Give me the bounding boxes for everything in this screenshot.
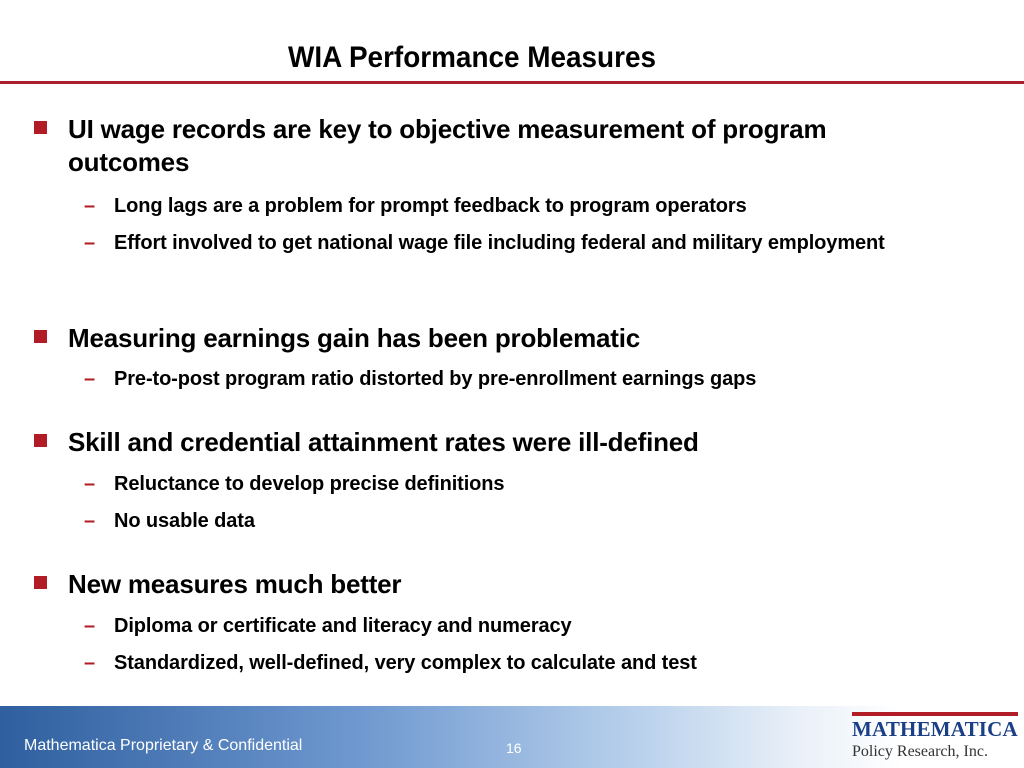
title-divider <box>0 81 1024 84</box>
dash-icon: – <box>84 652 96 674</box>
bullet-4-text: New measures much better <box>68 569 402 599</box>
square-bullet-icon <box>34 121 47 134</box>
bullet-3 <box>68 426 968 459</box>
bullet-2-sub-1-text: Pre-to-post program ratio distorted by pre-enrollment earnings gaps <box>114 368 757 390</box>
square-bullet-icon <box>34 330 47 343</box>
bullet-3-text: Skill and credential attainment rates were ill-defined <box>68 427 699 457</box>
bullet-2-sub-1 <box>84 364 984 394</box>
footer-confidential-text: Mathematica Proprietary & Confidential <box>24 737 303 754</box>
dash-icon: – <box>84 510 96 532</box>
mathematica-logo <box>852 712 1018 762</box>
bullet-3-sub-2 <box>84 506 984 536</box>
bullet-1-sub-2 <box>84 228 984 259</box>
bullet-1-text: UI wage records are key to objective measurement of program outcomes <box>68 114 827 177</box>
bullet-1-sub-1 <box>84 191 984 221</box>
bullet-1-sub-1-text: Long lags are a problem for prompt feedback to program operators <box>114 195 747 217</box>
dash-icon: – <box>84 368 96 390</box>
bullet-1 <box>68 113 968 179</box>
bullet-2-text: Measuring earnings gain has been problematic <box>68 323 641 353</box>
bullet-3-sub-1-text: Reluctance to develop precise definitions <box>114 473 505 495</box>
slide-title: WIA Performance Measures <box>287 41 656 74</box>
logo-subtitle: Policy Research, Inc. <box>852 743 988 760</box>
dash-icon: – <box>84 232 96 254</box>
bullet-3-sub-2-text: No usable data <box>114 510 255 532</box>
bullet-2 <box>68 322 968 355</box>
square-bullet-icon <box>34 434 47 447</box>
dash-icon: – <box>84 615 96 637</box>
dash-icon: – <box>84 195 96 217</box>
logo-wordmark: MATHEMATICA <box>852 712 1018 741</box>
bullet-4-sub-2 <box>84 648 984 678</box>
bullet-1-sub-2-text: Effort involved to get national wage file including federal and military employment <box>114 232 885 254</box>
page-number: 16 <box>506 740 522 756</box>
bullet-4 <box>68 568 968 601</box>
bullet-3-sub-1 <box>84 469 984 499</box>
bullet-4-sub-1-text: Diploma or certificate and literacy and numeracy <box>114 615 572 637</box>
bullet-4-sub-2-text: Standardized, well-defined, very complex to calculate and test <box>114 652 697 674</box>
dash-icon: – <box>84 473 96 495</box>
square-bullet-icon <box>34 576 47 589</box>
bullet-4-sub-1 <box>84 611 984 641</box>
